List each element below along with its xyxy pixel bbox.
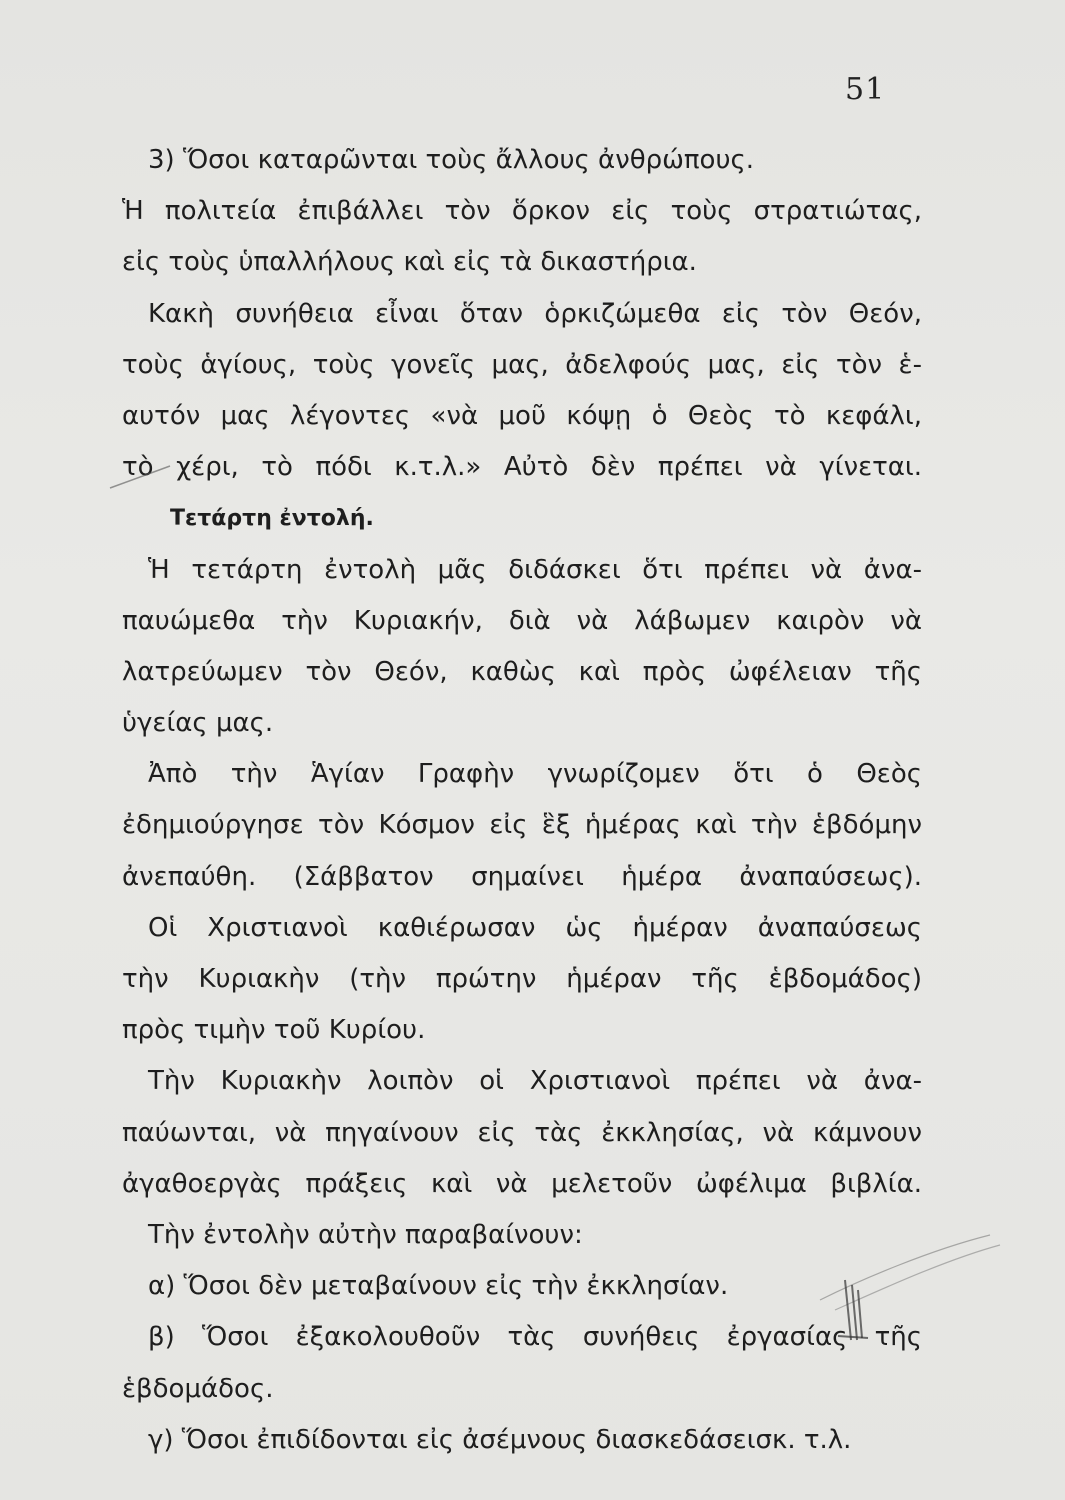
page-number: 51 — [845, 72, 886, 107]
text-line: Οἱ Χριστιανοὶ καθιέρωσαν ὡς ἡμέραν ἀναπαύσεως — [148, 912, 922, 943]
text-line: Τὴν ἐντολὴν αὐτὴν παραβαίνουν: — [148, 1219, 583, 1250]
list-item: α) Ὅσοι δὲν μεταβαίνουν εἰς τὴν ἐκκλησίαν. — [148, 1271, 729, 1302]
text-line: ὑγείας μας. — [122, 708, 274, 739]
text-line: τὴν Κυριακὴν (τὴν πρώτην ἡμέραν τῆς ἑβδομάδος) — [122, 964, 922, 994]
text-line: εἰς τοὺς ὑπαλλήλους καὶ εἰς τὰ δικαστήρια. — [122, 247, 697, 278]
text-line: Τὴν Κυριακὴν λοιπὸν οἱ Χριστιανοὶ πρέπει νὰ ἀνα- — [148, 1066, 922, 1097]
text-line: αυτόν μας λέγοντες «νὰ μοῦ κόψῃ ὁ Θεὸς τὸ κεφάλι, — [122, 400, 922, 431]
text-line: ἀνεπαύθη. (Σάββατον σημαίνει ἡμέρα ἀναπαύσεως). — [122, 861, 922, 892]
section-heading: Τετάρτη ἐντολή. — [170, 506, 374, 532]
text-line: ἀγαθοεργὰς πράξεις καὶ νὰ μελετοῦν ὠφέλιμα βιβλία. — [122, 1168, 922, 1199]
list-item: γ) Ὅσοι ἐπιδίδονται εἰς ἀσέμνους διασκεδάσεισκ. τ.λ. — [148, 1424, 852, 1455]
text-line: Ἡ τετάρτη ἐντολὴ μᾶς διδάσκει ὅτι πρέπει νὰ ἀνα- — [148, 554, 922, 585]
text-line: Ἡ πολιτεία ἐπιβάλλει τὸν ὅρκον εἰς τοὺς στρατιώτας, — [122, 196, 922, 227]
text-line: Κακὴ συνήθεια εἶναι ὅταν ὁρκιζώμεθα εἰς τὸν Θεόν, — [148, 298, 922, 329]
text-line: Ἀπὸ τὴν Ἁγίαν Γραφὴν γνωρίζομεν ὅτι ὁ Θεὸς — [148, 759, 922, 790]
list-item: β) Ὅσοι ἐξακολουθοῦν τὰς συνήθεις ἐργασίας τῆς — [148, 1322, 922, 1353]
text-line: παυώμεθα τὴν Κυριακήν, διὰ νὰ λάβωμεν καιρὸν νὰ — [122, 605, 922, 636]
text-line: τοὺς ἁγίους, τοὺς γονεῖς μας, ἀδελφούς μας, εἰς τὸν ἑ- — [122, 349, 922, 380]
text-line: λατρεύωμεν τὸν Θεόν, καθὼς καὶ πρὸς ὠφέλειαν τῆς — [122, 656, 922, 687]
page-text — [122, 135, 922, 1466]
text-line: 3) Ὅσοι καταρῶνται τοὺς ἄλλους ἀνθρώπους. — [148, 145, 755, 175]
text-line: ἐδημιούργησε τὸν Κόσμον εἰς ἓξ ἡμέρας καὶ τὴν ἑβδόμην — [122, 810, 922, 841]
text-line: τὸ χέρι, τὸ πόδι κ.τ.λ.» Αὐτὸ δὲν πρέπει νὰ γίνεται. — [122, 452, 922, 483]
text-line: παύωνται, νὰ πηγαίνουν εἰς τὰς ἐκκλησίας, νὰ κάμνουν — [122, 1117, 922, 1148]
text-line: πρὸς τιμὴν τοῦ Κυρίου. — [122, 1015, 426, 1046]
text-line: ἑβδομάδος. — [122, 1373, 274, 1404]
